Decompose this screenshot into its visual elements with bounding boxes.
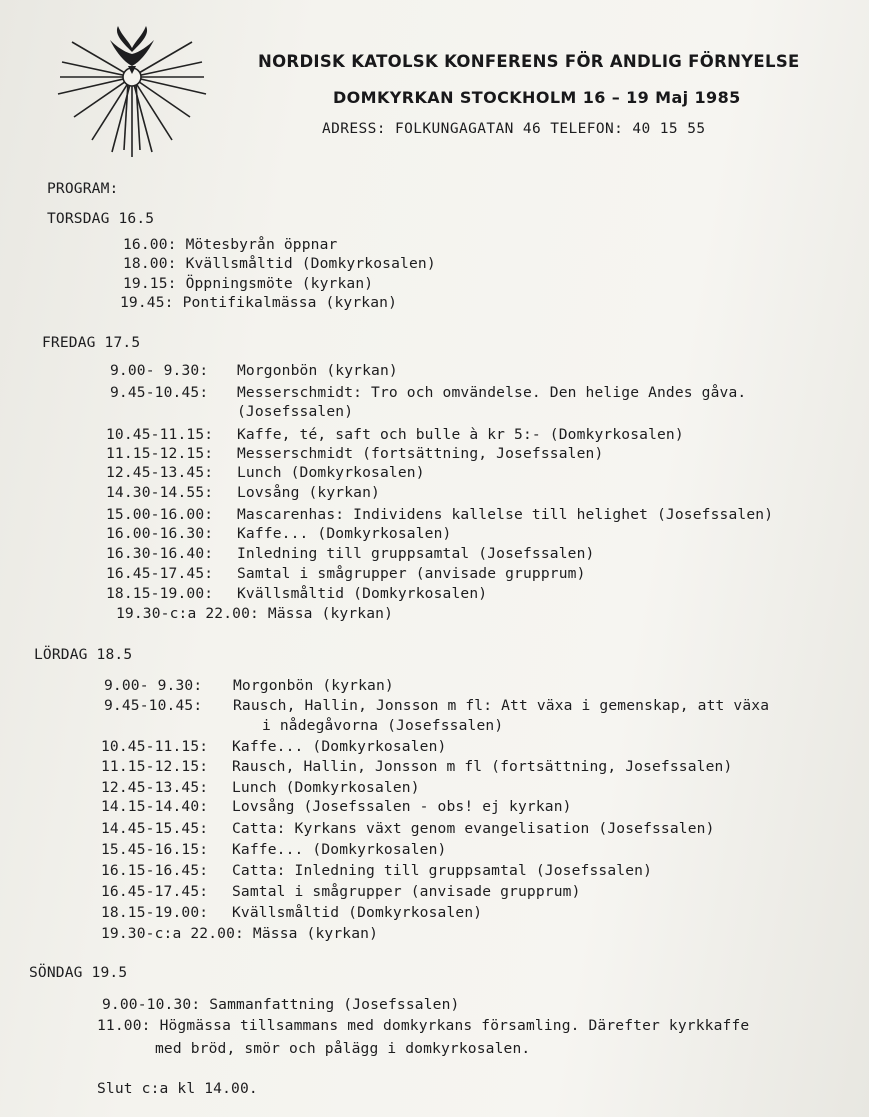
schedule-row-continuation: (Josefssalen) [237,403,354,420]
schedule-row: 19.30-c:a 22.00: Mässa (kyrkan) [116,605,394,622]
schedule-row: 15.45-16.15: Kaffe... (Domkyrkosalen) [101,841,447,858]
schedule-row: 14.30-14.55: Lovsång (kyrkan) [106,484,380,501]
schedule-row: 11.15-12.15: Rausch, Hallin, Jonsson m fl (fortsättning, Josefssalen) [101,758,733,775]
schedule-row: 10.45-11.15: Kaffe... (Domkyrkosalen) [101,738,447,755]
conference-venue-date: DOMKYRKAN STOCKHOLM 16 – 19 Maj 1985 [333,88,741,107]
schedule-row: 16.00: Mötesbyrån öppnar [123,236,338,253]
schedule-row: 15.00-16.00: Mascarenhas: Individens kallelse till helighet (Josefssalen) [106,506,774,523]
schedule-row: 16.00-16.30: Kaffe... (Domkyrkosalen) [106,525,452,542]
schedule-row: 9.45-10.45: Messerschmidt: Tro och omvändelse. Den helige Andes gåva. [110,384,747,401]
day-heading-torsdag: TORSDAG 16.5 [47,210,155,227]
conference-address: ADRESS: FOLKUNGAGATAN 46 TELEFON: 40 15 55 [322,121,706,137]
schedule-row: 16.15-16.45: Catta: Inledning till gruppsamtal (Josefssalen) [101,862,653,879]
closing-note: Slut c:a kl 14.00. [97,1080,258,1097]
schedule-row: 10.45-11.15: Kaffe, té, saft och bulle à kr 5:- (Domkyrkosalen) [106,426,684,443]
schedule-row-continuation: med bröd, smör och pålägg i domkyrkosalen. [155,1040,531,1057]
schedule-row: 16.30-16.40: Inledning till gruppsamtal (Josefssalen) [106,545,595,562]
schedule-row: 18.15-19.00: Kvällsmåltid (Domkyrkosalen) [101,904,483,921]
schedule-row: 9.00- 9.30: Morgonbön (kyrkan) [104,677,394,694]
day-heading-sondag: SÖNDAG 19.5 [29,964,128,981]
schedule-row: 19.45: Pontifikalmässa (kyrkan) [120,294,398,311]
program-label: PROGRAM: [47,180,119,197]
day-heading-lordag: LÖRDAG 18.5 [34,646,133,663]
schedule-row: 18.00: Kvällsmåltid (Domkyrkosalen) [123,255,436,272]
day-heading-fredag: FREDAG 17.5 [42,334,141,351]
schedule-row: 11.15-12.15: Messerschmidt (fortsättning, Josefssalen) [106,445,604,462]
schedule-row: 9.45-10.45: Rausch, Hallin, Jonsson m fl: Att växa i gemenskap, att växa [104,697,770,714]
schedule-row: 16.45-17.45: Samtal i smågrupper (anvisade grupprum) [101,883,581,900]
conference-title: NORDISK KATOLSK KONFERENS FÖR ANDLIG FÖRNYELSE [258,52,800,71]
schedule-row: 11.00: Högmässa tillsammans med domkyrkans församling. Därefter kyrkkaffe [97,1017,750,1034]
schedule-row: 19.15: Öppningsmöte (kyrkan) [123,275,374,292]
schedule-row: 9.00-10.30: Sammanfattning (Josefssalen) [102,996,460,1013]
schedule-row: 14.15-14.40: Lovsång (Josefssalen - obs! ej kyrkan) [101,798,572,815]
schedule-row: 12.45-13.45: Lunch (Domkyrkosalen) [101,779,420,796]
schedule-row-continuation: i nådegåvorna (Josefssalen) [262,717,504,734]
schedule-row: 19.30-c:a 22.00: Mässa (kyrkan) [101,925,379,942]
schedule-row: 16.45-17.45: Samtal i smågrupper (anvisade grupprum) [106,565,586,582]
schedule-row: 9.00- 9.30: Morgonbön (kyrkan) [110,362,398,379]
schedule-row: 12.45-13.45: Lunch (Domkyrkosalen) [106,464,425,481]
schedule-row: 14.45-15.45: Catta: Kyrkans växt genom evangelisation (Josefssalen) [101,820,715,837]
dove-sunburst-icon [52,22,212,162]
schedule-row: 18.15-19.00: Kvällsmåltid (Domkyrkosalen) [106,585,488,602]
